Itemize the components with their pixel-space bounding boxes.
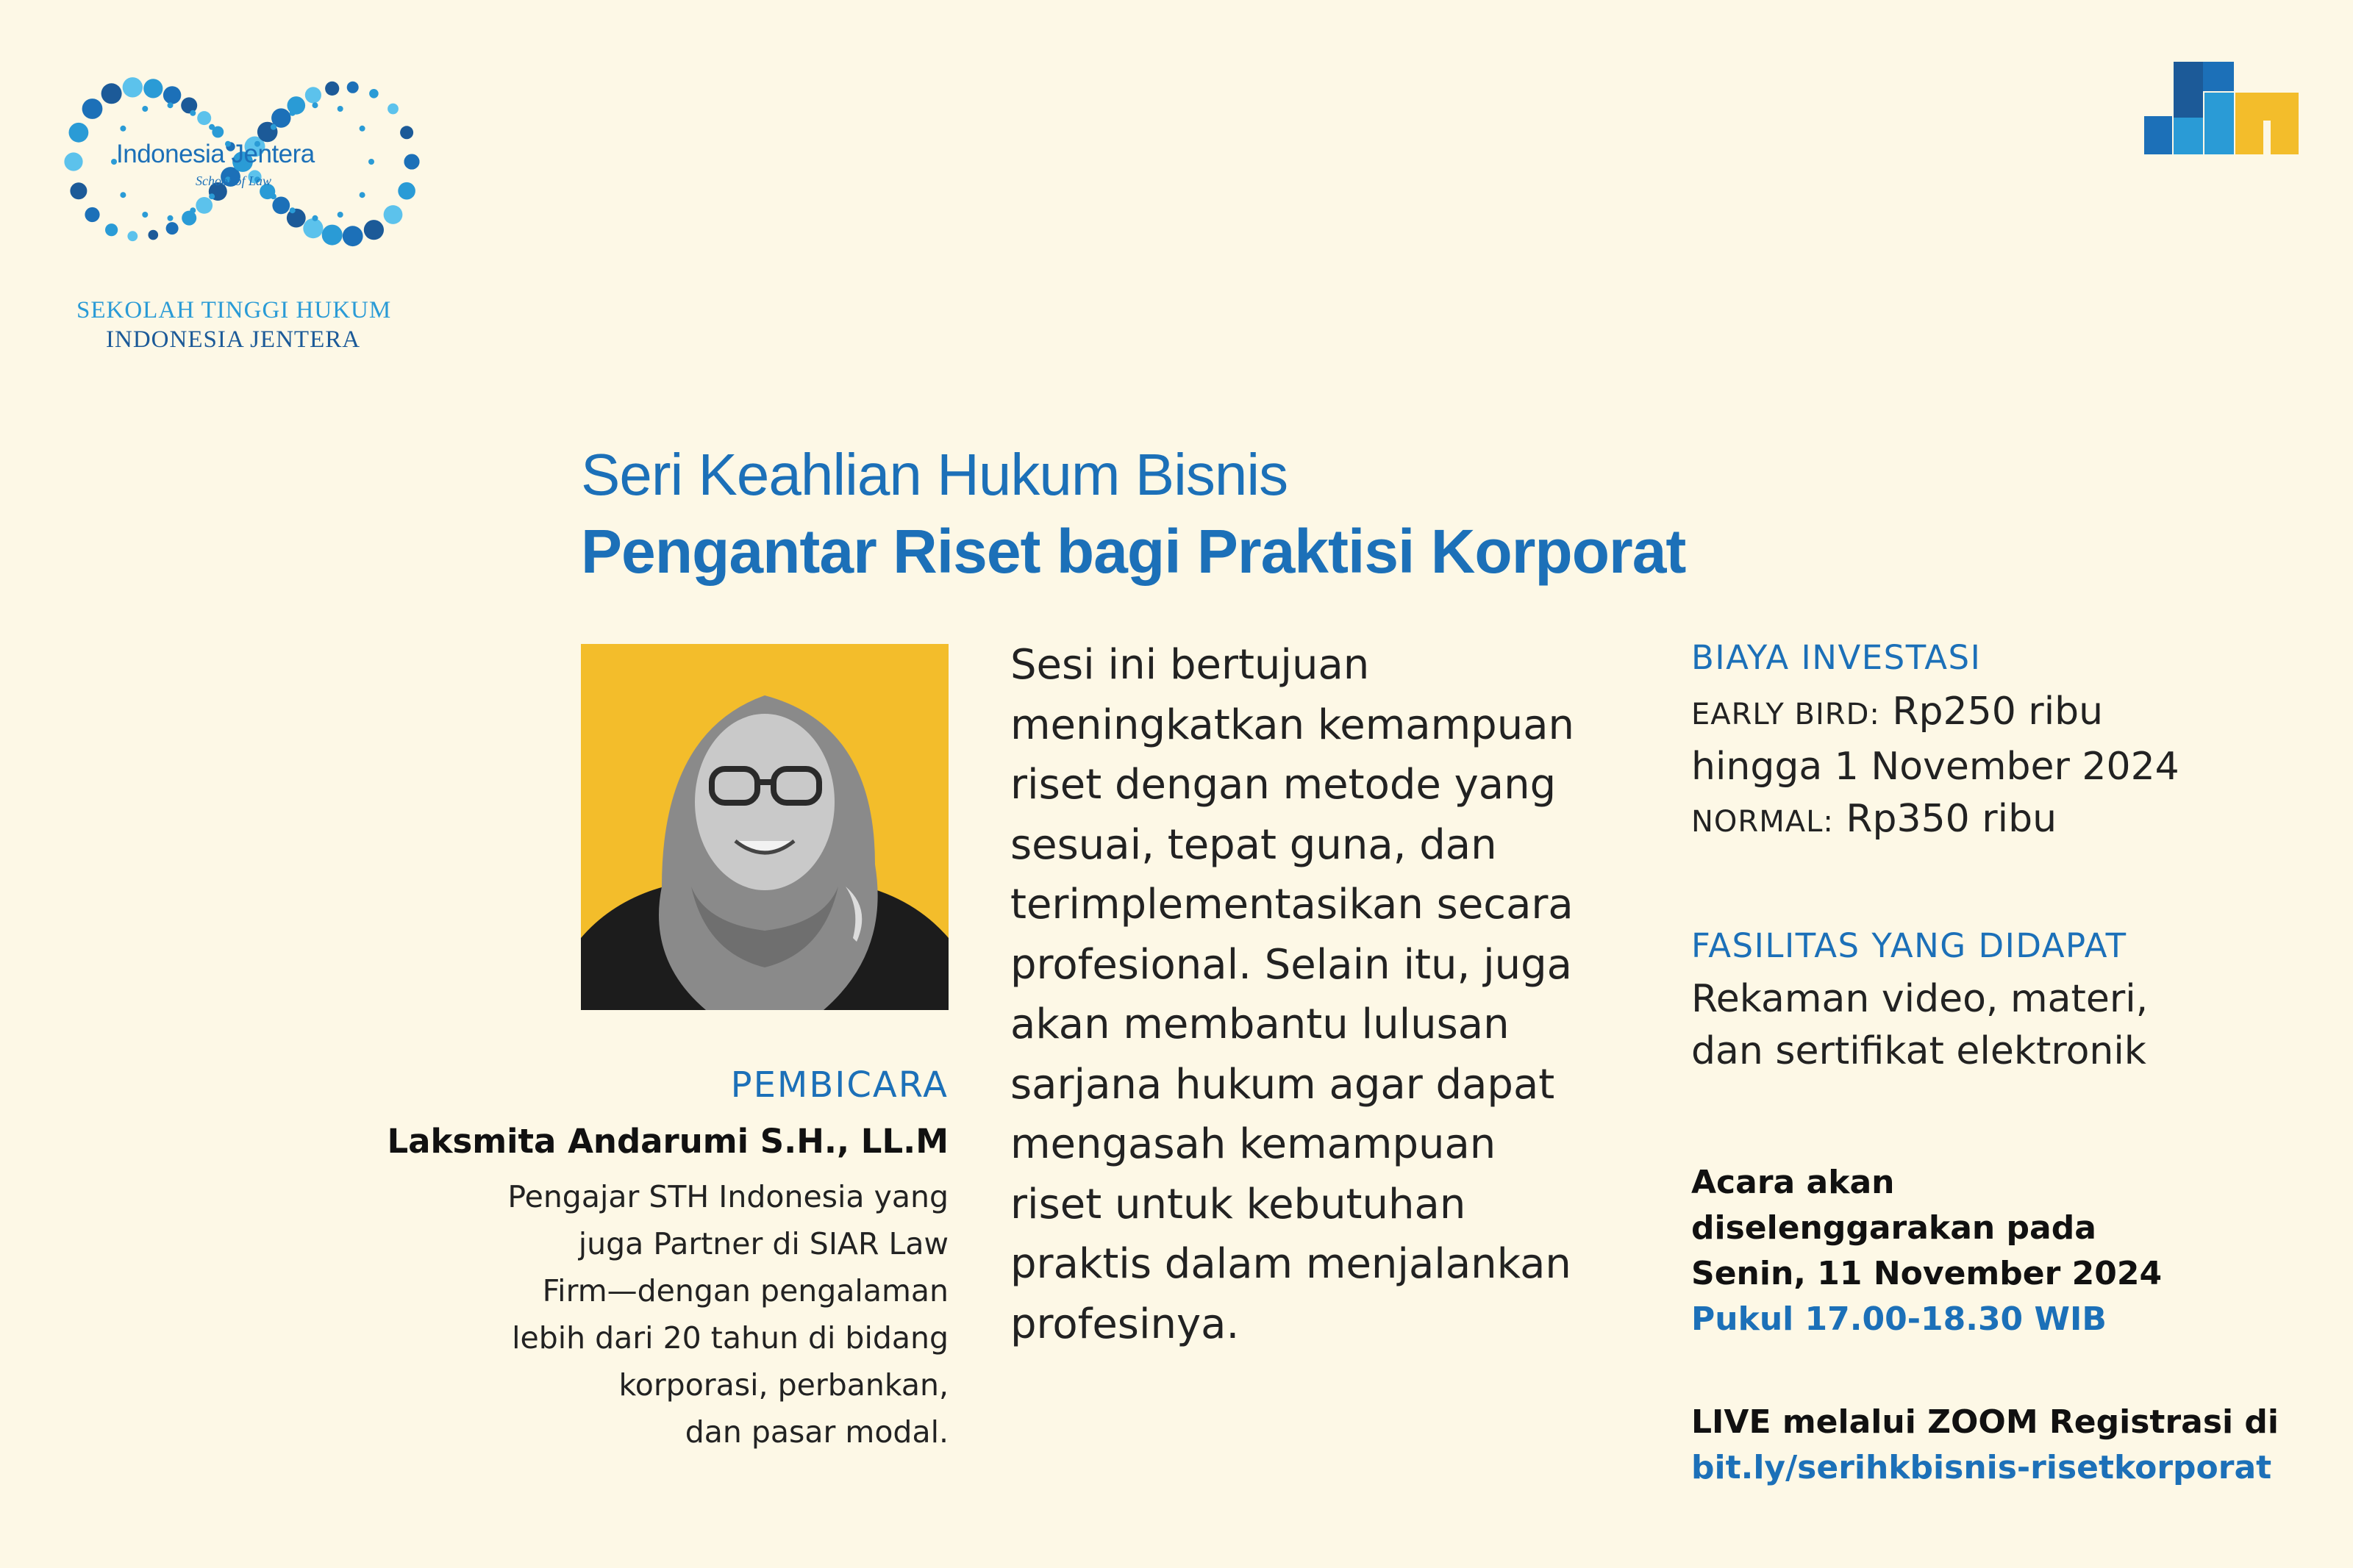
logo-dot (120, 126, 126, 132)
logo-dot (364, 220, 384, 240)
logo-dot (290, 207, 296, 213)
logo-dot (123, 77, 143, 97)
logo-dot (271, 193, 276, 199)
logo-dot (105, 223, 118, 236)
school-logo (44, 44, 441, 360)
logo-dot (127, 231, 138, 241)
logo-dot (166, 222, 179, 235)
logo-dot (197, 111, 211, 125)
speaker-section (353, 1064, 949, 1456)
logo-dot (70, 182, 87, 199)
logo-dot (404, 154, 420, 170)
early-bird-label: EARLY BIRD: (1691, 697, 1880, 731)
logo-line-1: SEKOLAH TINGGI HUKUM (76, 297, 392, 323)
bio-line: Pengajar STH Indonesia yang (507, 1179, 949, 1215)
logo-name: Indonesia Jentera (116, 140, 315, 168)
event-intro-line: diselenggarakan pada (1691, 1209, 2096, 1247)
event-time: Pukul 17.00-18.30 WIB (1691, 1300, 2107, 1338)
logo-dot (69, 123, 89, 143)
description-line: terimplementasikan secara (1010, 881, 1574, 928)
normal-row (1691, 793, 2324, 848)
bio-line: Firm—dengan pengalaman (542, 1273, 949, 1309)
logo-dot (343, 226, 363, 246)
blue-yellow-block-logo-icon (2144, 62, 2299, 154)
description-line: sarjana hukum agar dapat (1010, 1060, 1555, 1109)
normal-price: Rp350 ribu (1846, 796, 2057, 841)
event-schedule (1691, 1160, 2324, 1342)
logo-tagline: School of Law (196, 173, 272, 188)
bio-line: korporasi, perbankan, (618, 1367, 949, 1403)
session-description (1010, 635, 1599, 1354)
speaker-name: Laksmita Andarumi S.H., LL.M (387, 1121, 949, 1161)
logo-dot (143, 79, 163, 98)
logo-dot (305, 87, 321, 103)
description-line: profesinya. (1010, 1300, 1240, 1348)
bio-line: juga Partner di SIAR Law (578, 1226, 949, 1262)
logo-line-2: INDONESIA JENTERA (106, 326, 361, 353)
early-bird-price: Rp250 ribu (1892, 689, 2104, 734)
logo-dot (290, 110, 296, 116)
normal-label: NORMAL: (1691, 804, 1834, 839)
logo-dot (163, 86, 181, 104)
logo-dot (400, 126, 413, 139)
logo-dot (64, 152, 82, 171)
logo-dot (168, 215, 174, 221)
speaker-bio (353, 1173, 949, 1456)
logo-dot (369, 89, 379, 99)
facilities-line: dan sertifikat elektronik (1691, 1029, 2146, 1073)
logo-dot (338, 212, 343, 218)
logo-dot (190, 110, 196, 116)
logo-dot (360, 192, 365, 198)
description-line: meningkatkan kemampuan (1010, 701, 1575, 749)
logo-dot (325, 82, 339, 96)
logo-dot (101, 83, 122, 104)
logo-dot (209, 124, 215, 130)
main-title: Pengantar Riset bagi Praktisi Korporat (581, 517, 1686, 586)
description-line: sesuai, tepat guna, dan (1010, 820, 1497, 869)
facilities-heading: FASILITAS YANG DIDAPAT (1691, 926, 2127, 965)
early-bird-deadline: hingga 1 November 2024 (1691, 744, 2179, 789)
description-line: riset dengan metode yang (1010, 761, 1557, 809)
description-line: profesional. Selain itu, juga (1010, 940, 1572, 989)
logo-dot (322, 225, 343, 246)
pricing-section (1691, 637, 2324, 848)
logo-dot (209, 193, 215, 199)
registration-link[interactable]: bit.ly/serihkbisnis-risetkorporat (1691, 1449, 2272, 1486)
logo-dot (384, 205, 403, 224)
logo-dot (347, 82, 359, 93)
logo-dot (142, 212, 148, 218)
logo-dot (398, 182, 415, 200)
speaker-photo (581, 644, 949, 1010)
logo-dot (388, 104, 399, 115)
registration-text: LIVE melalui ZOOM Registrasi di (1691, 1403, 2279, 1441)
logo-dot (85, 207, 99, 222)
logo-dot (360, 126, 365, 132)
bio-line: dan pasar modal. (685, 1414, 949, 1450)
facilities-line: Rekaman video, materi, (1691, 977, 2149, 1021)
early-bird-row (1691, 686, 2324, 741)
logo-dot (142, 106, 148, 112)
pricing-heading: BIAYA INVESTASI (1691, 638, 1982, 677)
description-line: akan membantu lulusan (1010, 1000, 1510, 1048)
speaker-heading: PEMBICARA (730, 1064, 949, 1106)
logo-dot (313, 215, 318, 221)
logo-dot (313, 102, 318, 108)
event-info (1691, 637, 2324, 1491)
description-line: riset untuk kebutuhan (1010, 1180, 1466, 1228)
description-line: Sesi ini bertujuan (1010, 641, 1370, 689)
logo-dot (271, 124, 276, 130)
logo-dot (272, 197, 290, 215)
logo-dot (82, 99, 103, 119)
logo-dot (196, 197, 213, 214)
logo-dot (190, 207, 196, 213)
event-intro-line: Acara akan (1691, 1164, 1895, 1201)
logo-dot (120, 192, 126, 198)
description-line: mengasah kemampuan (1010, 1120, 1496, 1168)
series-title: Seri Keahlian Hukum Bisnis (581, 442, 1288, 507)
logo-dot (303, 218, 323, 238)
registration-section (1691, 1400, 2324, 1491)
logo-dot (338, 106, 343, 112)
logo-dot (287, 209, 306, 228)
facilities-section (1691, 925, 2324, 1078)
description-line: praktis dalam menjalankan (1010, 1240, 1571, 1288)
logo-dot (368, 159, 374, 165)
logo-dot (149, 230, 159, 240)
event-date: Senin, 11 November 2024 (1691, 1255, 2163, 1292)
logo-dot (168, 102, 174, 108)
bio-line: lebih dari 20 tahun di bidang (512, 1320, 949, 1356)
